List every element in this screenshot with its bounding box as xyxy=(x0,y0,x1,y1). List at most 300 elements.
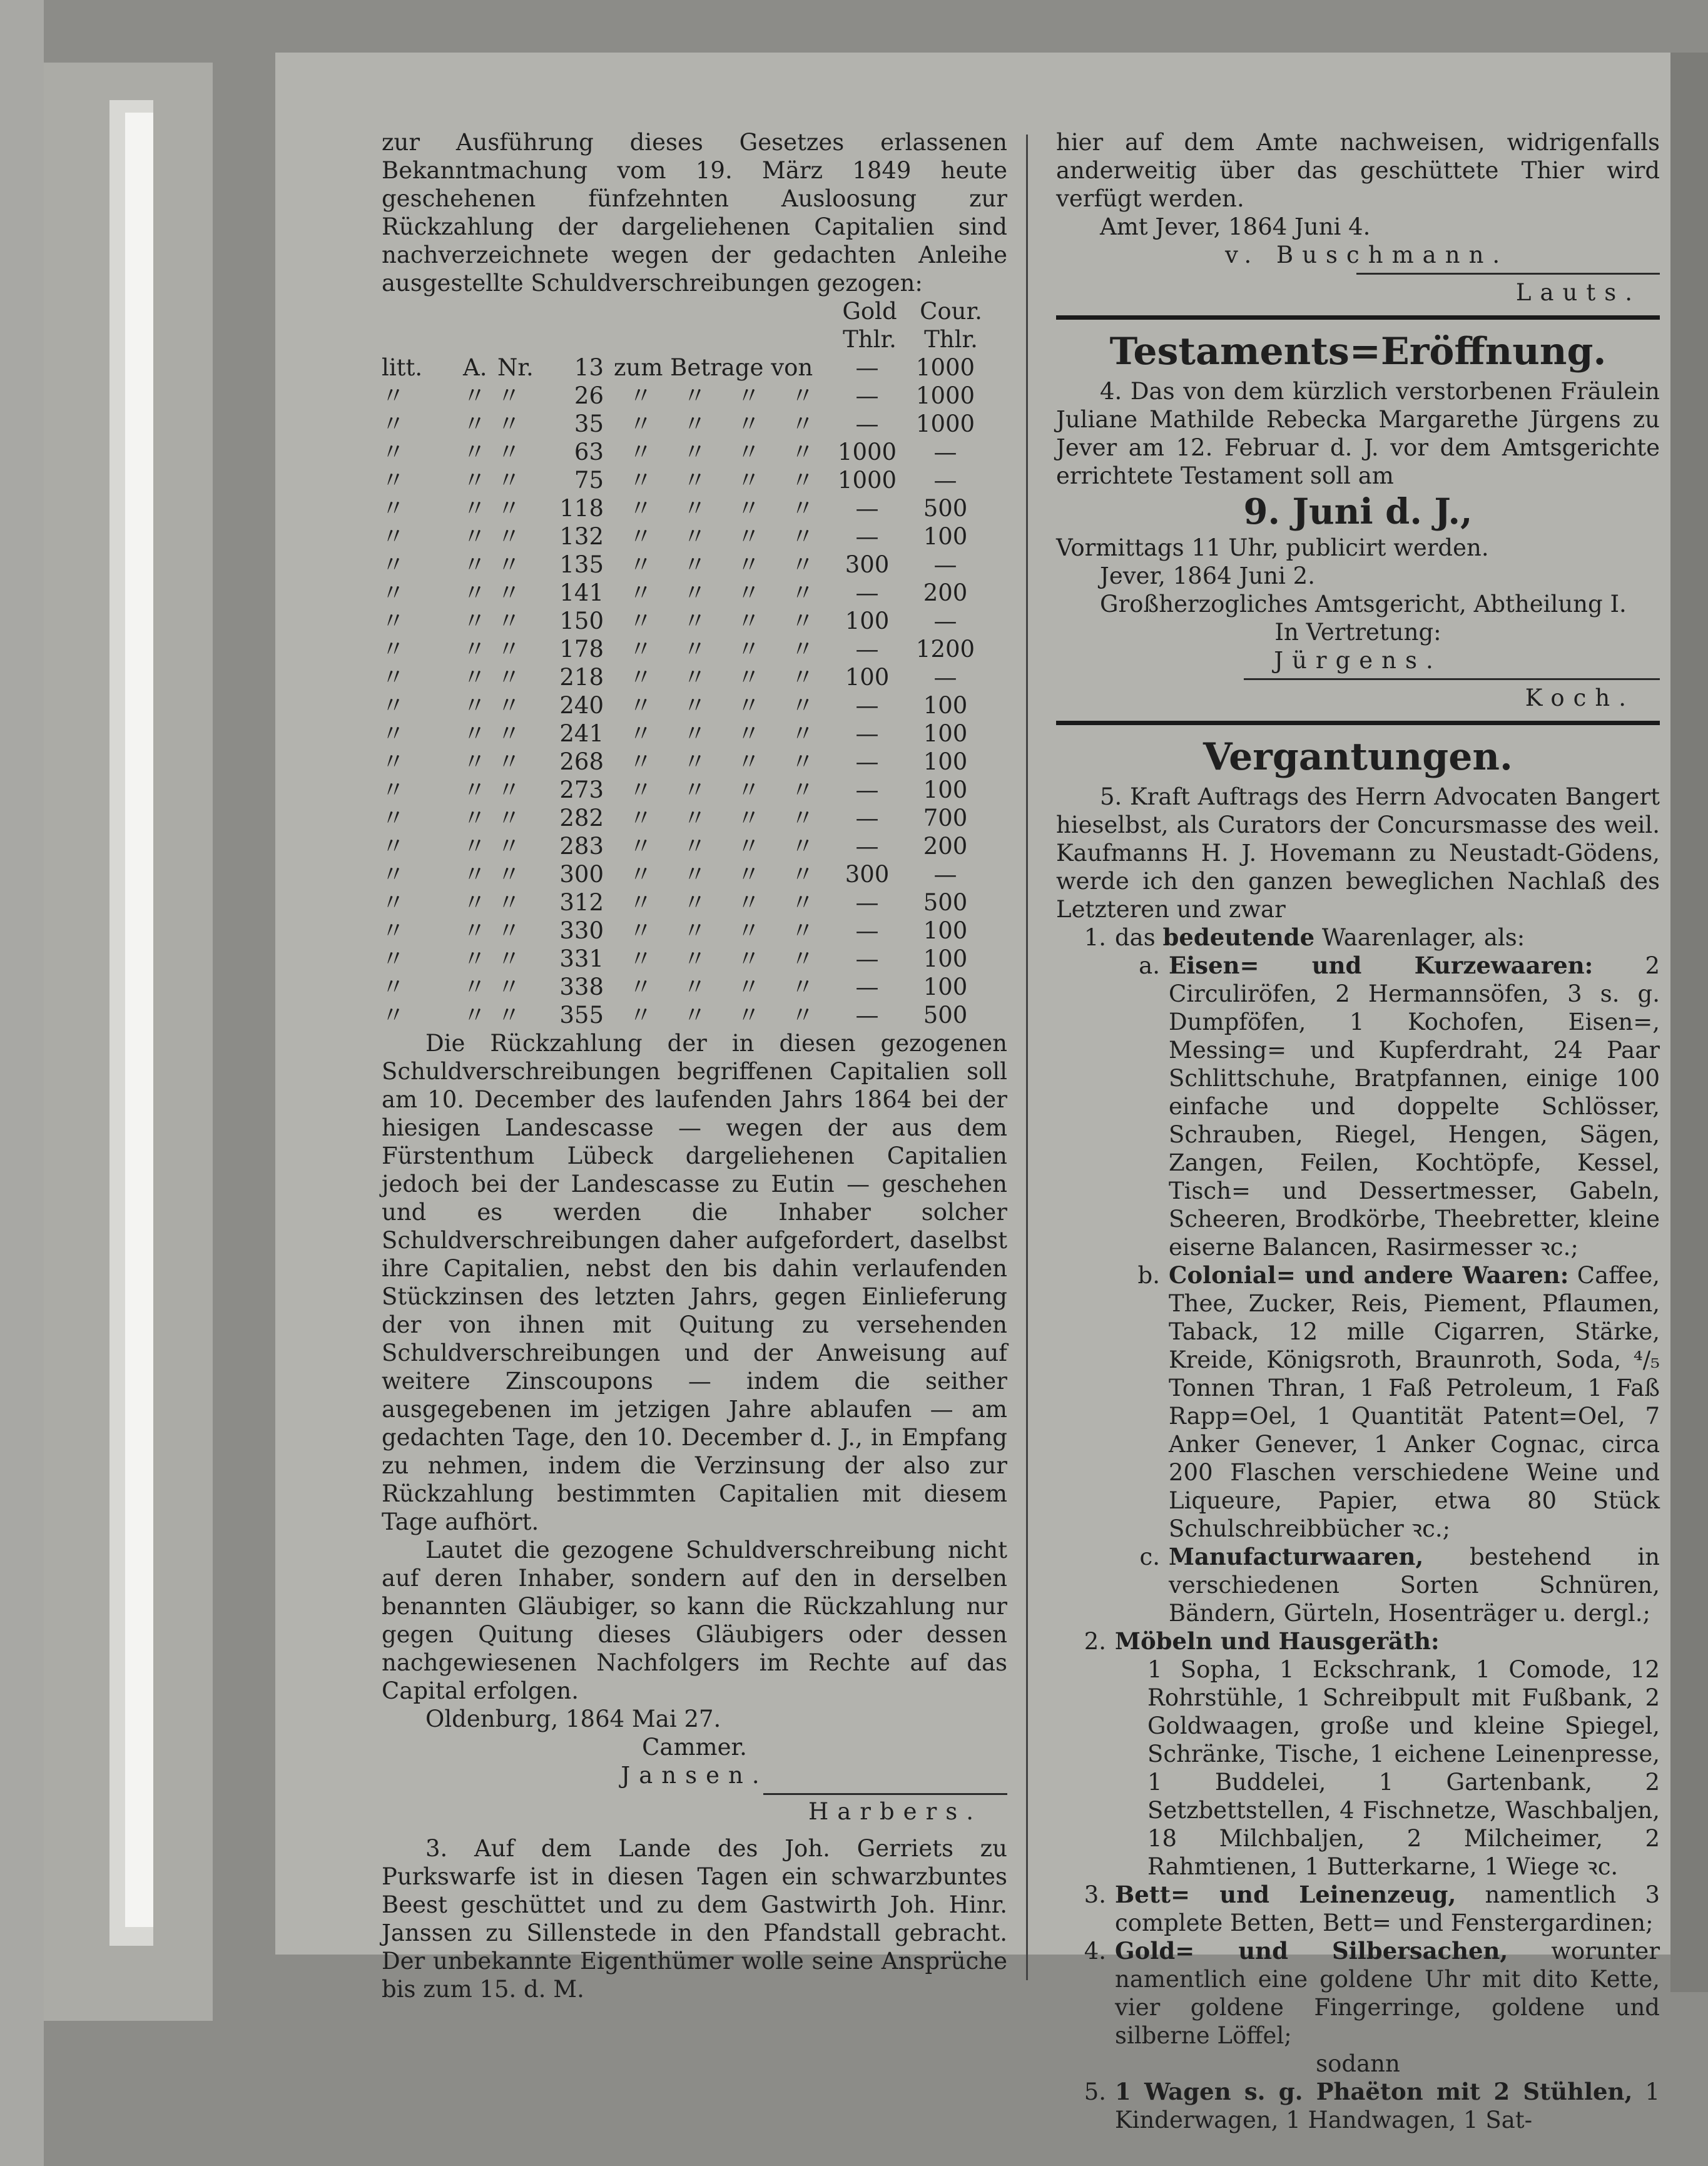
ditto-mark: 〃 xyxy=(737,861,761,888)
next-page-edge xyxy=(1670,53,1708,1992)
item-text: Caffee, Thee, Zucker, Reis, Piement, Pflaumen, Taback, 12 mille Cigarren, Stärke, Kreide, Königsroth, Braunroth, Soda, ⁴/₅ Tonnen Thran, 1 Faß Petroleum, 1 Faß Rapp=Oel, 1 Quantität Patent=Oel, 7 Anker Genever, 1 Anker Cognac, circa 200 Flaschen verschiedene Weine und Liqueure, Papier, etwa 80 Stück Schulschreibbücher ꝛc.; xyxy=(1169,1262,1660,1542)
ditto-mark: 〃 xyxy=(629,410,653,437)
ditto-mark: 〃 xyxy=(683,608,706,634)
ditto-mark: 〃 xyxy=(683,579,706,606)
section-rule xyxy=(1056,721,1660,725)
ditto-mark: 〃 xyxy=(791,917,815,944)
jever-dateline: Jever, 1864 Juni 2. xyxy=(1100,562,1315,589)
ditto-marks xyxy=(614,748,830,776)
creditor-paragraph: Lautet die gezogene Schuldverschreibung nicht auf deren Inhaber, sondern auf den in derselben benannten Gläubiger, so kann die Rückzahlung nur gegen Quitung dieses Gläubigers oder dessen nachgewiesenen Nachfolgers im Rechte auf das Capital erfolgen. xyxy=(382,1537,1007,1704)
lot-number: 283 xyxy=(559,833,604,860)
ditto-mark: 〃 xyxy=(497,692,521,719)
ditto-mark: 〃 xyxy=(463,692,486,719)
ditto-marks xyxy=(614,776,830,804)
series-label: A. xyxy=(463,354,487,381)
column-separator xyxy=(1026,135,1028,1980)
cour-value: 200 xyxy=(923,833,968,860)
gold-value: — xyxy=(855,1002,879,1029)
cour-value: 100 xyxy=(923,776,968,803)
item-heading: Manufacturwaaren, xyxy=(1169,1543,1424,1570)
item-text: namentlich 3 complete Betten, Bett= und Fenstergardinen; xyxy=(1115,1881,1660,1936)
ditto-mark: 〃 xyxy=(791,805,815,831)
ditto-mark: 〃 xyxy=(629,439,653,465)
lot-row xyxy=(382,438,1007,466)
notice-5-paragraph: 5. Kraft Auftrags des Herrn Advocaten Bangert hieselbst, als Curators der Concursmasse des weil. Kaufmanns H. J. Hovemann zu Neustadt-Gödens, werde ich den ganzen beweglichen Nachlaß des Letzteren und zwar xyxy=(1056,783,1660,923)
ditto-mark: 〃 xyxy=(791,1002,815,1029)
ditto-mark: 〃 xyxy=(683,523,706,550)
lot-table-header-units xyxy=(382,325,1007,353)
ditto-mark: 〃 xyxy=(497,467,521,494)
notice-3-continuation: hier auf dem Amte nachweisen, widrigenfalls anderweitig über das geschüttete Thier wird verfügt werden. xyxy=(1056,129,1660,212)
lot-number: 355 xyxy=(559,1002,604,1029)
ditto-mark: 〃 xyxy=(382,945,405,972)
ditto-mark: 〃 xyxy=(382,805,405,831)
ditto-mark: 〃 xyxy=(382,1002,405,1029)
ditto-mark: 〃 xyxy=(683,917,706,944)
cour-value: 100 xyxy=(923,974,968,1000)
ditto-mark: 〃 xyxy=(497,833,521,860)
item-text: worunter namentlich eine goldene Uhr mit dito Kette, vier goldene Fingerringe, goldene und silberne Löffel; xyxy=(1115,1938,1660,2049)
ditto-mark: 〃 xyxy=(791,495,815,522)
ditto-mark: 〃 xyxy=(463,579,486,606)
lot-row xyxy=(382,973,1007,1001)
ditto-mark: 〃 xyxy=(497,664,521,691)
gold-value: — xyxy=(855,495,879,522)
lot-number: 338 xyxy=(559,974,604,1000)
signature-koch: Koch. xyxy=(1525,684,1635,711)
ditto-mark: 〃 xyxy=(791,833,815,860)
ditto-mark: 〃 xyxy=(737,889,761,916)
publication-time: Vormittags 11 Uhr, publicirt werden. xyxy=(1056,534,1489,561)
ditto-mark: 〃 xyxy=(737,551,761,578)
ditto-mark: 〃 xyxy=(629,748,653,775)
ditto-marks xyxy=(614,635,830,663)
ditto-mark: 〃 xyxy=(737,608,761,634)
cour-value: 100 xyxy=(923,720,968,747)
ditto-mark: 〃 xyxy=(497,974,521,1000)
ditto-mark: 〃 xyxy=(382,523,405,550)
ditto-mark: 〃 xyxy=(791,748,815,775)
lot-row xyxy=(382,917,1007,945)
ditto-mark: 〃 xyxy=(463,551,486,578)
ditto-mark: 〃 xyxy=(629,664,653,691)
cour-value: 500 xyxy=(923,495,968,522)
ditto-mark: 〃 xyxy=(683,805,706,831)
notice-4-paragraph: 4. Das von dem kürzlich verstorbenen Fräulein Juliane Mathilde Rebecka Margarethe Jürgens zu Jever am 12. Februar d. J. vor dem Amtsgerichte errichtete Testament soll am xyxy=(1056,378,1660,489)
ditto-marks xyxy=(614,804,830,832)
ditto-mark: 〃 xyxy=(463,748,486,775)
item-letter: c. xyxy=(1139,1543,1160,1570)
ditto-mark: 〃 xyxy=(382,636,405,663)
ditto-marks xyxy=(614,917,830,945)
header-thlr-cour: Thlr. xyxy=(924,326,978,353)
lot-number: 141 xyxy=(559,579,604,606)
ditto-marks xyxy=(614,494,830,522)
cour-value: — xyxy=(933,608,957,634)
lot-number: 118 xyxy=(559,495,604,522)
lot-number: 75 xyxy=(574,467,604,494)
lot-number: 300 xyxy=(559,861,604,888)
ditto-mark: 〃 xyxy=(463,495,486,522)
item-number: 1. xyxy=(1084,924,1106,951)
cour-value: 100 xyxy=(923,748,968,775)
signature-buschmann: v. Buschmann. xyxy=(1225,242,1509,268)
ditto-marks xyxy=(614,860,830,888)
ditto-mark: 〃 xyxy=(683,410,706,437)
lot-number: 13 xyxy=(574,354,604,381)
ditto-marks xyxy=(614,719,830,748)
ditto-mark: 〃 xyxy=(497,523,521,550)
ditto-mark: 〃 xyxy=(791,861,815,888)
cour-value: 1000 xyxy=(915,410,975,437)
lot-row xyxy=(382,494,1007,522)
gold-value: — xyxy=(855,748,879,775)
ditto-mark: 〃 xyxy=(683,720,706,747)
header-thlr-gold: Thlr. xyxy=(843,326,897,353)
ditto-mark: 〃 xyxy=(382,720,405,747)
lot-row xyxy=(382,1001,1007,1029)
lot-row xyxy=(382,719,1007,748)
ditto-mark: 〃 xyxy=(463,917,486,944)
ditto-mark: 〃 xyxy=(382,776,405,803)
item-letter: b. xyxy=(1137,1262,1160,1289)
ditto-mark: 〃 xyxy=(463,467,486,494)
ditto-marks xyxy=(614,382,830,410)
book-page-edge-white xyxy=(125,113,153,1927)
gold-value: 300 xyxy=(845,551,890,578)
amount-label: zum Betrage von xyxy=(614,354,813,381)
signature-juergens: Jürgens. xyxy=(1274,647,1442,674)
ditto-mark: 〃 xyxy=(463,805,486,831)
item-text: bestehend in verschiedenen Sorten Schnüren, Bändern, Gürteln, Hosenträger u. dergl.; xyxy=(1169,1543,1660,1627)
item-number: 4. xyxy=(1084,1938,1106,1965)
ditto-mark: 〃 xyxy=(497,917,521,944)
ditto-mark: 〃 xyxy=(497,861,521,888)
ditto-marks xyxy=(614,973,830,1001)
gold-value: 100 xyxy=(845,664,890,691)
ditto-mark: 〃 xyxy=(629,833,653,860)
ditto-mark: 〃 xyxy=(737,776,761,803)
ditto-mark: 〃 xyxy=(683,382,706,409)
list-item xyxy=(1056,2078,1660,2134)
lot-number: 273 xyxy=(559,776,604,803)
court-name: Großherzogliches Amtsgericht, Abtheilung I. xyxy=(1100,591,1627,618)
gold-value: — xyxy=(855,354,879,381)
item-text: 2 Circuliröfen, 2 Hermannsöfen, 3 s. g. Dumpföfen, 1 Kochofen, Eisen=, Messing= und Kupferdraht, 24 Paar Schlittschuhe, Bratpfannen, einige 100 einfache und doppelte Schlösser, Schrauben, Riegel, Hengen, Sägen, Zangen, Feilen, Kochtöpfe, Kessel, Tisch= und Dessertmesser, Gabeln, Scheeren, Brodkörbe, Theebretter, kleine eiserne Balancen, Rasirmesser ꝛc.; xyxy=(1169,952,1660,1261)
ditto-marks xyxy=(614,663,830,691)
list-subitem xyxy=(1110,1261,1660,1543)
ditto-mark: 〃 xyxy=(791,551,815,578)
ditto-mark: 〃 xyxy=(629,861,653,888)
sodann-label: sodann xyxy=(1316,2050,1400,2077)
ditto-mark: 〃 xyxy=(382,467,405,494)
ditto-mark: 〃 xyxy=(497,776,521,803)
signature-jansen: Jansen. xyxy=(621,1762,768,1789)
lot-row xyxy=(382,522,1007,551)
ditto-mark: 〃 xyxy=(497,579,521,606)
gold-value: — xyxy=(855,889,879,916)
ditto-marks xyxy=(614,888,830,917)
ditto-mark: 〃 xyxy=(737,382,761,409)
scan-background xyxy=(0,0,44,2166)
ditto-mark: 〃 xyxy=(629,889,653,916)
gold-value: 100 xyxy=(845,608,890,634)
ditto-marks xyxy=(614,607,830,635)
signature-rule xyxy=(763,1793,1007,1795)
gold-value: — xyxy=(855,945,879,972)
cour-value: — xyxy=(933,664,957,691)
ditto-marks xyxy=(614,522,830,551)
ditto-mark: 〃 xyxy=(382,833,405,860)
item-heading: bedeutende xyxy=(1162,923,1315,951)
lot-rows xyxy=(382,382,1007,1029)
ditto-mark: 〃 xyxy=(463,720,486,747)
header-gold: Gold xyxy=(842,298,897,325)
lot-row xyxy=(382,804,1007,832)
ditto-marks xyxy=(614,579,830,607)
ditto-mark: 〃 xyxy=(791,410,815,437)
ditto-mark: 〃 xyxy=(497,889,521,916)
ditto-mark: 〃 xyxy=(791,636,815,663)
item-heading: Bett= und Leinenzeug, xyxy=(1115,1881,1456,1908)
ditto-mark: 〃 xyxy=(737,1002,761,1029)
ditto-mark: 〃 xyxy=(737,636,761,663)
lot-number: 135 xyxy=(559,551,604,578)
ditto-mark: 〃 xyxy=(683,945,706,972)
ditto-mark: 〃 xyxy=(382,551,405,578)
lot-number: 35 xyxy=(574,410,604,437)
ditto-mark: 〃 xyxy=(737,720,761,747)
gold-value: — xyxy=(855,805,879,831)
lot-number: 241 xyxy=(559,720,604,747)
item-number: 3. xyxy=(1084,1881,1106,1908)
ditto-mark: 〃 xyxy=(463,776,486,803)
ditto-marks xyxy=(614,691,830,719)
ditto-mark: 〃 xyxy=(629,805,653,831)
ditto-mark: 〃 xyxy=(791,523,815,550)
ditto-mark: 〃 xyxy=(629,579,653,606)
left-column xyxy=(382,128,1007,2003)
ditto-marks xyxy=(614,1001,830,1029)
section-heading-testament: Testaments=Eröffnung. xyxy=(1109,330,1607,374)
gold-value: — xyxy=(855,917,879,944)
lot-table-header xyxy=(382,297,1007,325)
ditto-mark: 〃 xyxy=(629,917,653,944)
ditto-mark: 〃 xyxy=(791,579,815,606)
ditto-mark: 〃 xyxy=(497,945,521,972)
right-column xyxy=(1056,128,1660,2134)
ditto-mark: 〃 xyxy=(737,439,761,465)
lot-number: 331 xyxy=(559,945,604,972)
ditto-marks xyxy=(614,945,830,973)
lot-row xyxy=(382,691,1007,719)
ditto-mark: 〃 xyxy=(463,861,486,888)
ditto-mark: 〃 xyxy=(497,410,521,437)
lot-row xyxy=(382,888,1007,917)
lot-row xyxy=(382,410,1007,438)
header-cour: Cour. xyxy=(920,298,982,325)
gold-value: — xyxy=(855,579,879,606)
ditto-mark: 〃 xyxy=(382,861,405,888)
ditto-mark: 〃 xyxy=(683,664,706,691)
ditto-mark: 〃 xyxy=(791,945,815,972)
gold-value: 1000 xyxy=(837,467,897,494)
gold-value: — xyxy=(855,974,879,1000)
ditto-mark: 〃 xyxy=(683,1002,706,1029)
ditto-marks xyxy=(614,832,830,860)
ditto-mark: 〃 xyxy=(683,748,706,775)
cour-value: — xyxy=(933,551,957,578)
cour-value: 500 xyxy=(923,1002,968,1029)
ditto-mark: 〃 xyxy=(791,467,815,494)
lot-number: 268 xyxy=(559,748,604,775)
ditto-mark: 〃 xyxy=(683,889,706,916)
list-subitem xyxy=(1110,952,1660,1261)
ditto-mark: 〃 xyxy=(683,833,706,860)
ditto-mark: 〃 xyxy=(497,636,521,663)
ditto-mark: 〃 xyxy=(463,523,486,550)
notice-3-paragraph: 3. Auf dem Lande des Joh. Gerriets zu Purkswarfe ist in diesen Tagen ein schwarzbuntes Beest geschüttet und zu dem Gastwirth Joh. Hinr. Janssen zu Sillenstede in den Pfandstall gebracht. Der unbekannte Eigenthümer wolle seine Ansprüche bis zum 15. d. M. xyxy=(382,1835,1007,2003)
gold-value: — xyxy=(855,833,879,860)
ditto-mark: 〃 xyxy=(497,748,521,775)
ditto-mark: 〃 xyxy=(463,889,486,916)
ditto-mark: 〃 xyxy=(629,692,653,719)
ditto-mark: 〃 xyxy=(683,467,706,494)
lot-row xyxy=(382,353,1007,382)
list-subitem xyxy=(1110,1543,1660,1627)
ditto-mark: 〃 xyxy=(497,608,521,634)
gold-value: 300 xyxy=(845,861,890,888)
ditto-mark: 〃 xyxy=(463,439,486,465)
ditto-mark: 〃 xyxy=(629,945,653,972)
list-item xyxy=(1056,1627,1660,1655)
ditto-mark: 〃 xyxy=(791,720,815,747)
ditto-mark: 〃 xyxy=(737,579,761,606)
ditto-mark: 〃 xyxy=(382,748,405,775)
lot-number: 178 xyxy=(559,636,604,663)
signature-rule xyxy=(1356,273,1660,275)
ditto-marks xyxy=(614,438,830,466)
item-heading: Möbeln und Hausgeräth: xyxy=(1115,1627,1440,1655)
cour-value: 1000 xyxy=(915,382,975,409)
ditto-mark: 〃 xyxy=(629,608,653,634)
cour-value: 200 xyxy=(923,579,968,606)
ditto-mark: 〃 xyxy=(791,974,815,1000)
ditto-mark: 〃 xyxy=(463,664,486,691)
lot-row xyxy=(382,382,1007,410)
ditto-mark: 〃 xyxy=(737,692,761,719)
gold-value: — xyxy=(855,410,879,437)
ditto-mark: 〃 xyxy=(791,776,815,803)
signature-lauts: Lauts. xyxy=(1515,279,1641,306)
item-text: 1 Kinderwagen, 1 Handwagen, 1 Sat- xyxy=(1115,2078,1660,2133)
ditto-mark: 〃 xyxy=(382,974,405,1000)
ditto-mark: 〃 xyxy=(629,551,653,578)
repayment-paragraph: Die Rückzahlung der in diesen gezogenen Schuldverschreibungen begriffenen Capitalien soll am 10. December des laufenden Jahrs 1864 bei der hiesigen Landescasse — wegen der aus dem Fürstenthum Lübeck dargeliehenen Capitalien jedoch bei der Landescasse zu Eutin — geschehen und es werden die Inhaber solcher Schuldverschreibungen daher aufgefordert, daselbst ihre Capitalien, nebst den bis dahin verlaufenden Stückzinsen des letzten Jahrs, gegen Einlieferung der von ihnen mit Quitung zu versehenden Schuldverschreibungen und der Anweisung auf weitere Zinscoupons — indem die seither ausgegebenen im jetzigen Jahre ablaufen — am gedachten Tage, den 10. December d. J., in Empfang zu nehmen, indem die Verzinsung der also zur Rückzahlung bestimmten Capitalien mit diesem Tage aufhört. xyxy=(382,1030,1007,1535)
signature-rule xyxy=(1244,678,1660,680)
ditto-mark: 〃 xyxy=(737,523,761,550)
item-heading: Eisen= und Kurzewaaren: xyxy=(1169,952,1594,979)
cour-value: 700 xyxy=(923,805,968,831)
lot-number: 312 xyxy=(559,889,604,916)
ditto-mark: 〃 xyxy=(497,495,521,522)
gold-value: — xyxy=(855,720,879,747)
dateline: Oldenburg, 1864 Mai 27. xyxy=(425,1706,721,1732)
ditto-mark: 〃 xyxy=(463,833,486,860)
lot-number: 218 xyxy=(559,664,604,691)
ditto-mark: 〃 xyxy=(497,720,521,747)
lot-row xyxy=(382,945,1007,973)
cour-value: 100 xyxy=(923,523,968,550)
ditto-mark: 〃 xyxy=(737,748,761,775)
ditto-mark: 〃 xyxy=(497,382,521,409)
ditto-mark: 〃 xyxy=(463,636,486,663)
cour-value: — xyxy=(933,439,957,465)
item-text: das xyxy=(1115,924,1163,951)
ditto-mark: 〃 xyxy=(683,551,706,578)
ditto-mark: 〃 xyxy=(629,1002,653,1029)
lot-number: 63 xyxy=(574,439,604,465)
ditto-mark: 〃 xyxy=(497,551,521,578)
lot-number: 330 xyxy=(559,917,604,944)
ditto-mark: 〃 xyxy=(791,382,815,409)
ditto-mark: 〃 xyxy=(463,410,486,437)
cammer-label: Cammer. xyxy=(642,1734,747,1761)
ditto-mark: 〃 xyxy=(683,776,706,803)
gold-value: 1000 xyxy=(837,439,897,465)
ditto-mark: 〃 xyxy=(382,917,405,944)
lot-row xyxy=(382,579,1007,607)
ditto-mark: 〃 xyxy=(497,1002,521,1029)
lot-row xyxy=(382,832,1007,860)
gold-value: — xyxy=(855,382,879,409)
lot-number: 240 xyxy=(559,692,604,719)
gold-value: — xyxy=(855,776,879,803)
nr-label: Nr. xyxy=(497,354,534,381)
ditto-mark: 〃 xyxy=(791,608,815,634)
ditto-mark: 〃 xyxy=(497,439,521,465)
ditto-mark: 〃 xyxy=(382,382,405,409)
ditto-mark: 〃 xyxy=(683,636,706,663)
ditto-mark: 〃 xyxy=(463,1002,486,1029)
ditto-mark: 〃 xyxy=(737,974,761,1000)
ditto-marks xyxy=(614,466,830,494)
vertretung-label: In Vertretung: xyxy=(1274,619,1441,646)
ditto-mark: 〃 xyxy=(629,467,653,494)
list-item xyxy=(1056,1937,1660,2050)
ditto-mark: 〃 xyxy=(629,523,653,550)
ditto-mark: 〃 xyxy=(382,410,405,437)
cour-value: 100 xyxy=(923,692,968,719)
lot-number: 132 xyxy=(559,523,604,550)
lot-row xyxy=(382,466,1007,494)
cour-value: 100 xyxy=(923,945,968,972)
item-text: 1 Sopha, 1 Eckschrank, 1 Comode, 12 Rohrstühle, 1 Schreibpult mit Fußbank, 2 Goldwaagen, große und kleine Spiegel, Schränke, Tische, 1 eichene Leinenpresse, 1 Buddelei, 1 Gartenbank, 2 Setzbettstellen, 4 Fischnetze, Waschbaljen, 18 Milchbaljen, 2 Milcheimer, 2 Rahmtienen, 1 Butterkarne, 1 Wiege ꝛc. xyxy=(1147,1656,1660,1880)
ditto-mark: 〃 xyxy=(791,692,815,719)
signature-harbers: Harbers. xyxy=(808,1798,982,1825)
ditto-mark: 〃 xyxy=(382,495,405,522)
ditto-mark: 〃 xyxy=(683,861,706,888)
item-text: Waarenlager, als: xyxy=(1314,924,1525,951)
ditto-mark: 〃 xyxy=(382,664,405,691)
item-heading: Colonial= und andere Waaren: xyxy=(1169,1261,1569,1289)
ditto-mark: 〃 xyxy=(629,495,653,522)
lot-number: 150 xyxy=(559,608,604,634)
ditto-mark: 〃 xyxy=(463,974,486,1000)
gold-value: — xyxy=(855,523,879,550)
ditto-mark: 〃 xyxy=(737,495,761,522)
ditto-mark: 〃 xyxy=(382,889,405,916)
